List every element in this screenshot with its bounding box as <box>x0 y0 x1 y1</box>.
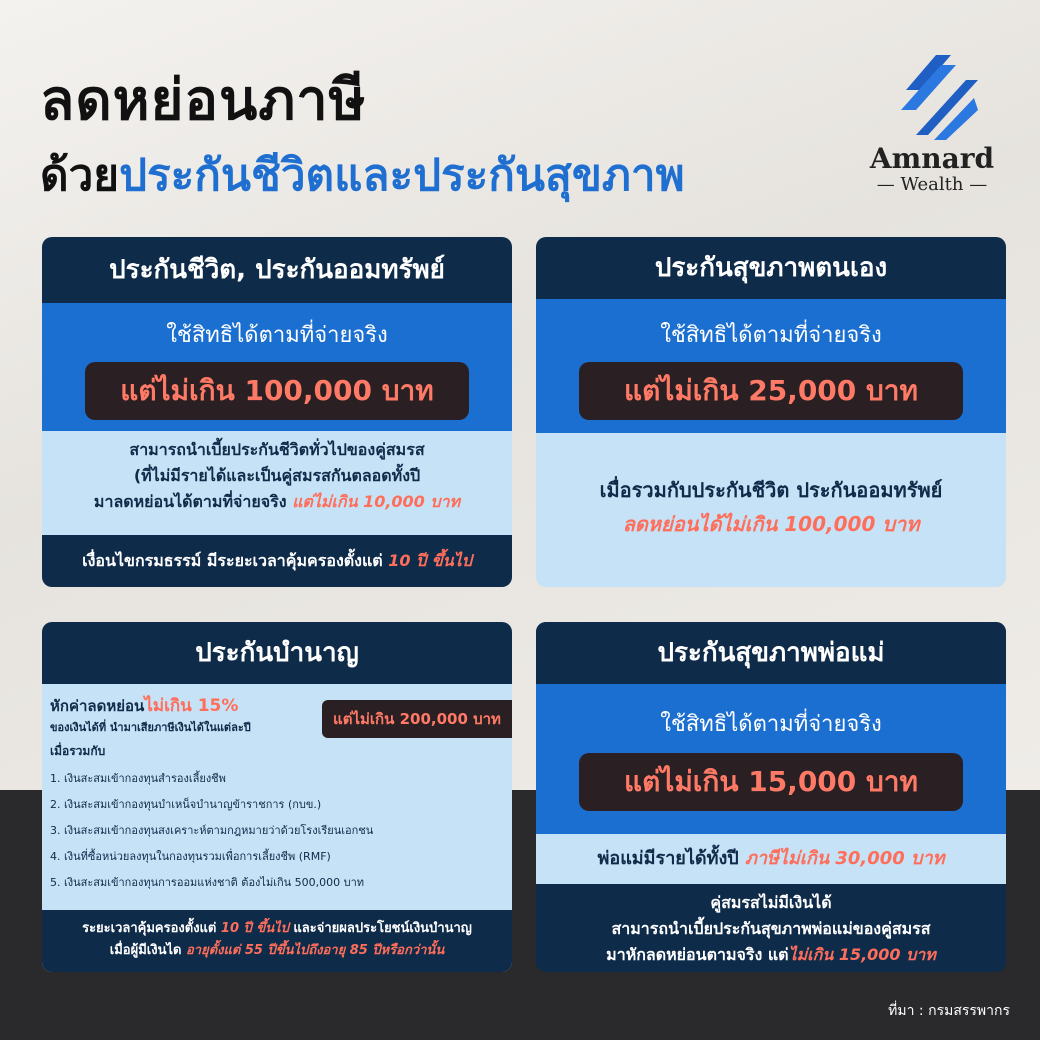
deduct-line-2: ของเงินได้ที่ นำมาเสียภาษีเงินได้ในแต่ละปี <box>50 721 251 734</box>
list-item: 2. เงินสะสมเข้ากองทุนบำเหน็จบำนาญข้าราชการ (กบข.) <box>50 798 322 811</box>
deduct-prefix: หักค่าลดหย่อน <box>50 697 145 715</box>
spouse-line-3 <box>42 489 512 515</box>
footer-line-1-suffix: และจ่ายผลประโยชน์เงินบำนาญ <box>293 921 472 936</box>
deduct-line-1 <box>50 692 238 719</box>
brand-logo <box>862 50 1002 200</box>
card-life-insurance <box>42 237 512 587</box>
annuity-footer <box>42 910 512 972</box>
spouse-line-1: คู่สมรสไม่มีเงินได้ <box>710 893 832 912</box>
footer-line-1-prefix: ระยะเวลาคุ้มครองตั้งแต่ <box>82 921 217 936</box>
condition-accent: 10 ปี ขึ้นไป <box>388 551 472 570</box>
list-item: 3. เงินสะสมเข้ากองทุนสงเคราะห์ตามกฎหมายว่าด้วยโรงเรียนเอกชน <box>50 824 374 837</box>
spouse-line-3-prefix: มาลดหย่อนได้ตามที่จ่ายจริง <box>93 492 287 511</box>
deduct-accent: ไม่เกิน 15% <box>144 696 239 716</box>
combined-line-1: เมื่อรวมกับประกันชีวิต ประกันออมทรัพย์ <box>599 478 943 502</box>
spouse-line-1: สามารถนำเบี้ยประกันชีวิตทั่วไปของคู่สมรส <box>129 440 425 459</box>
card-subtitle: ใช้สิทธิได้ตามที่จ่ายจริง <box>166 323 388 348</box>
card-subtitle: ใช้สิทธิได้ตามที่จ่ายจริง <box>660 712 882 737</box>
spouse-line-2: (ที่ไม่มีรายได้และเป็นคู่สมรสกันตลอดทั้งปี <box>133 466 421 485</box>
list-item: 1. เงินสะสมเข้ากองทุนสำรองเลี้ยงชีพ <box>50 772 226 785</box>
limit-badge: แต่ไม่เกิน 25,000 บาท <box>579 362 963 420</box>
condition-bar <box>42 535 512 587</box>
limit-badge: แต่ไม่เกิน 15,000 บาท <box>579 753 963 811</box>
annuity-body <box>42 684 512 910</box>
card-health-self <box>536 237 1006 587</box>
logo-name: Amnard <box>869 142 995 175</box>
footer-line-1 <box>42 918 512 940</box>
spouse-info <box>42 431 512 535</box>
card-health-parents <box>536 622 1006 972</box>
logo-mark-icon <box>896 50 978 140</box>
spouse-line-2: สามารถนำเบี้ยประกันสุขภาพพ่อแม่ของคู่สมรส <box>611 919 931 938</box>
condition-prefix: เงื่อนไขกรมธรรม์ มีระยะเวลาคุ้มครองตั้งแต่ <box>82 551 383 570</box>
income-info <box>536 834 1006 884</box>
combined-label: เมื่อรวมกับ <box>50 744 106 758</box>
footer-line-1-accent: 10 ปี ขึ้นไป <box>220 921 289 936</box>
card-title: ประกันสุขภาพพ่อแม่ <box>536 622 1006 684</box>
subtitle-highlight: ประกันชีวิตและประกันสุขภาพ <box>119 150 685 201</box>
page-title: ลดหย่อนภาษี <box>40 68 367 133</box>
card-benefit-block <box>536 299 1006 433</box>
limit-badge: แต่ไม่เกิน 200,000 บาท <box>322 700 512 738</box>
footer-line-2 <box>42 940 512 962</box>
card-subtitle: ใช้สิทธิได้ตามที่จ่ายจริง <box>660 323 882 348</box>
card-benefit-block <box>42 303 512 431</box>
income-accent: ภาษีไม่เกิน 30,000 บาท <box>744 848 945 869</box>
spouse-line-3-accent: แต่ไม่เกิน 10,000 บาท <box>292 492 461 511</box>
spouse-info <box>536 884 1006 972</box>
logo-sub: — Wealth — <box>876 174 988 195</box>
source-credit: ที่มา : กรมสรรพากร <box>888 1003 1010 1019</box>
limit-badge: แต่ไม่เกิน 100,000 บาท <box>85 362 469 420</box>
spouse-line-3-accent: ไม่เกิน 15,000 บาท <box>788 945 936 964</box>
page-subtitle <box>40 140 685 210</box>
card-title: ประกันบำนาญ <box>42 622 512 684</box>
combined-info <box>536 433 1006 587</box>
footer-line-2-accent: อายุตั้งแต่ 55 ปีขึ้นไปถึงอายุ 85 ปีหรือกว่านั้น <box>185 943 445 958</box>
spouse-line-3 <box>536 942 1006 968</box>
card-title: ประกันสุขภาพตนเอง <box>536 237 1006 299</box>
card-annuity <box>42 622 512 972</box>
income-prefix: พ่อแม่มีรายได้ทั้งปี <box>597 848 739 869</box>
card-benefit-block <box>536 684 1006 834</box>
list-item: 5. เงินสะสมเข้ากองทุนการออมแห่งชาติ ต้องไม่เกิน 500,000 บาท <box>50 876 365 889</box>
list-item: 4. เงินที่ซื้อหน่วยลงทุนในกองทุนรวมเพื่อการเลี้ยงชีพ (RMF) <box>50 850 331 863</box>
footer-line-2-prefix: เมื่อผู้มีเงินได <box>109 943 182 958</box>
combined-accent: ลดหย่อนได้ไม่เกิน 100,000 บาท <box>622 512 920 536</box>
subtitle-prefix: ด้วย <box>40 150 120 201</box>
spouse-line-3-prefix: มาหักลดหย่อนตามจริง แต่ <box>606 945 789 964</box>
card-title: ประกันชีวิต, ประกันออมทรัพย์ <box>42 237 512 303</box>
combined-list <box>50 766 373 896</box>
